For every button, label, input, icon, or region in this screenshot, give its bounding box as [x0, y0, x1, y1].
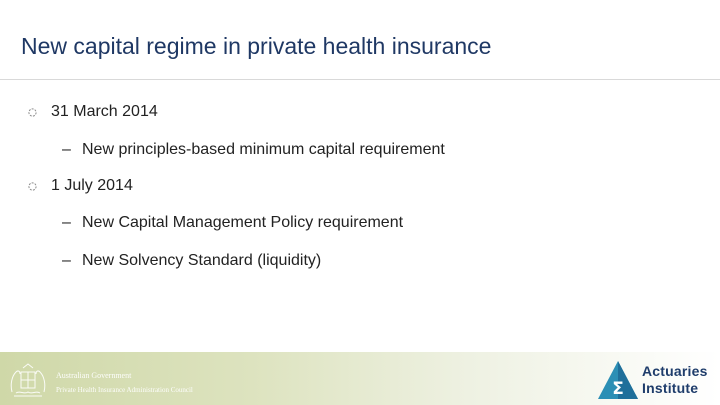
sub-bullet-label: New Capital Management Policy requirement [82, 214, 404, 231]
sigma-triangle-icon [597, 360, 639, 405]
sub-bullet-2-1 [62, 214, 403, 232]
government-name: Australian Government [56, 371, 132, 380]
title-divider [0, 79, 720, 80]
logo-symbol: Σ [612, 379, 624, 399]
sub-bullet-1-1 [62, 141, 445, 159]
bullet-item-2 [28, 177, 133, 195]
government-logo [6, 362, 246, 400]
coat-of-arms-icon [6, 362, 50, 405]
dash-marker: – [62, 252, 71, 269]
logo-text-line1: Actuaries [642, 363, 708, 379]
sub-bullet-2-2 [62, 252, 321, 270]
bullet-item-1 [28, 103, 158, 121]
sub-bullet-label: New Solvency Standard (liquidity) [82, 252, 322, 269]
bullet-circle-icon [28, 108, 37, 117]
agency-name: Private Health Insurance Administration Council [56, 386, 193, 394]
dash-marker: – [62, 141, 71, 158]
bullet-label: 31 March 2014 [51, 103, 158, 120]
dash-marker: – [62, 214, 71, 231]
bullet-label: 1 July 2014 [51, 177, 133, 194]
slide-title: New capital regime in private health insurance [21, 33, 492, 59]
actuaries-institute-logo [597, 360, 715, 400]
logo-text-line2: Institute [642, 380, 699, 396]
bullet-circle-icon [28, 182, 37, 191]
sub-bullet-label: New principles-based minimum capital requirement [82, 141, 445, 158]
